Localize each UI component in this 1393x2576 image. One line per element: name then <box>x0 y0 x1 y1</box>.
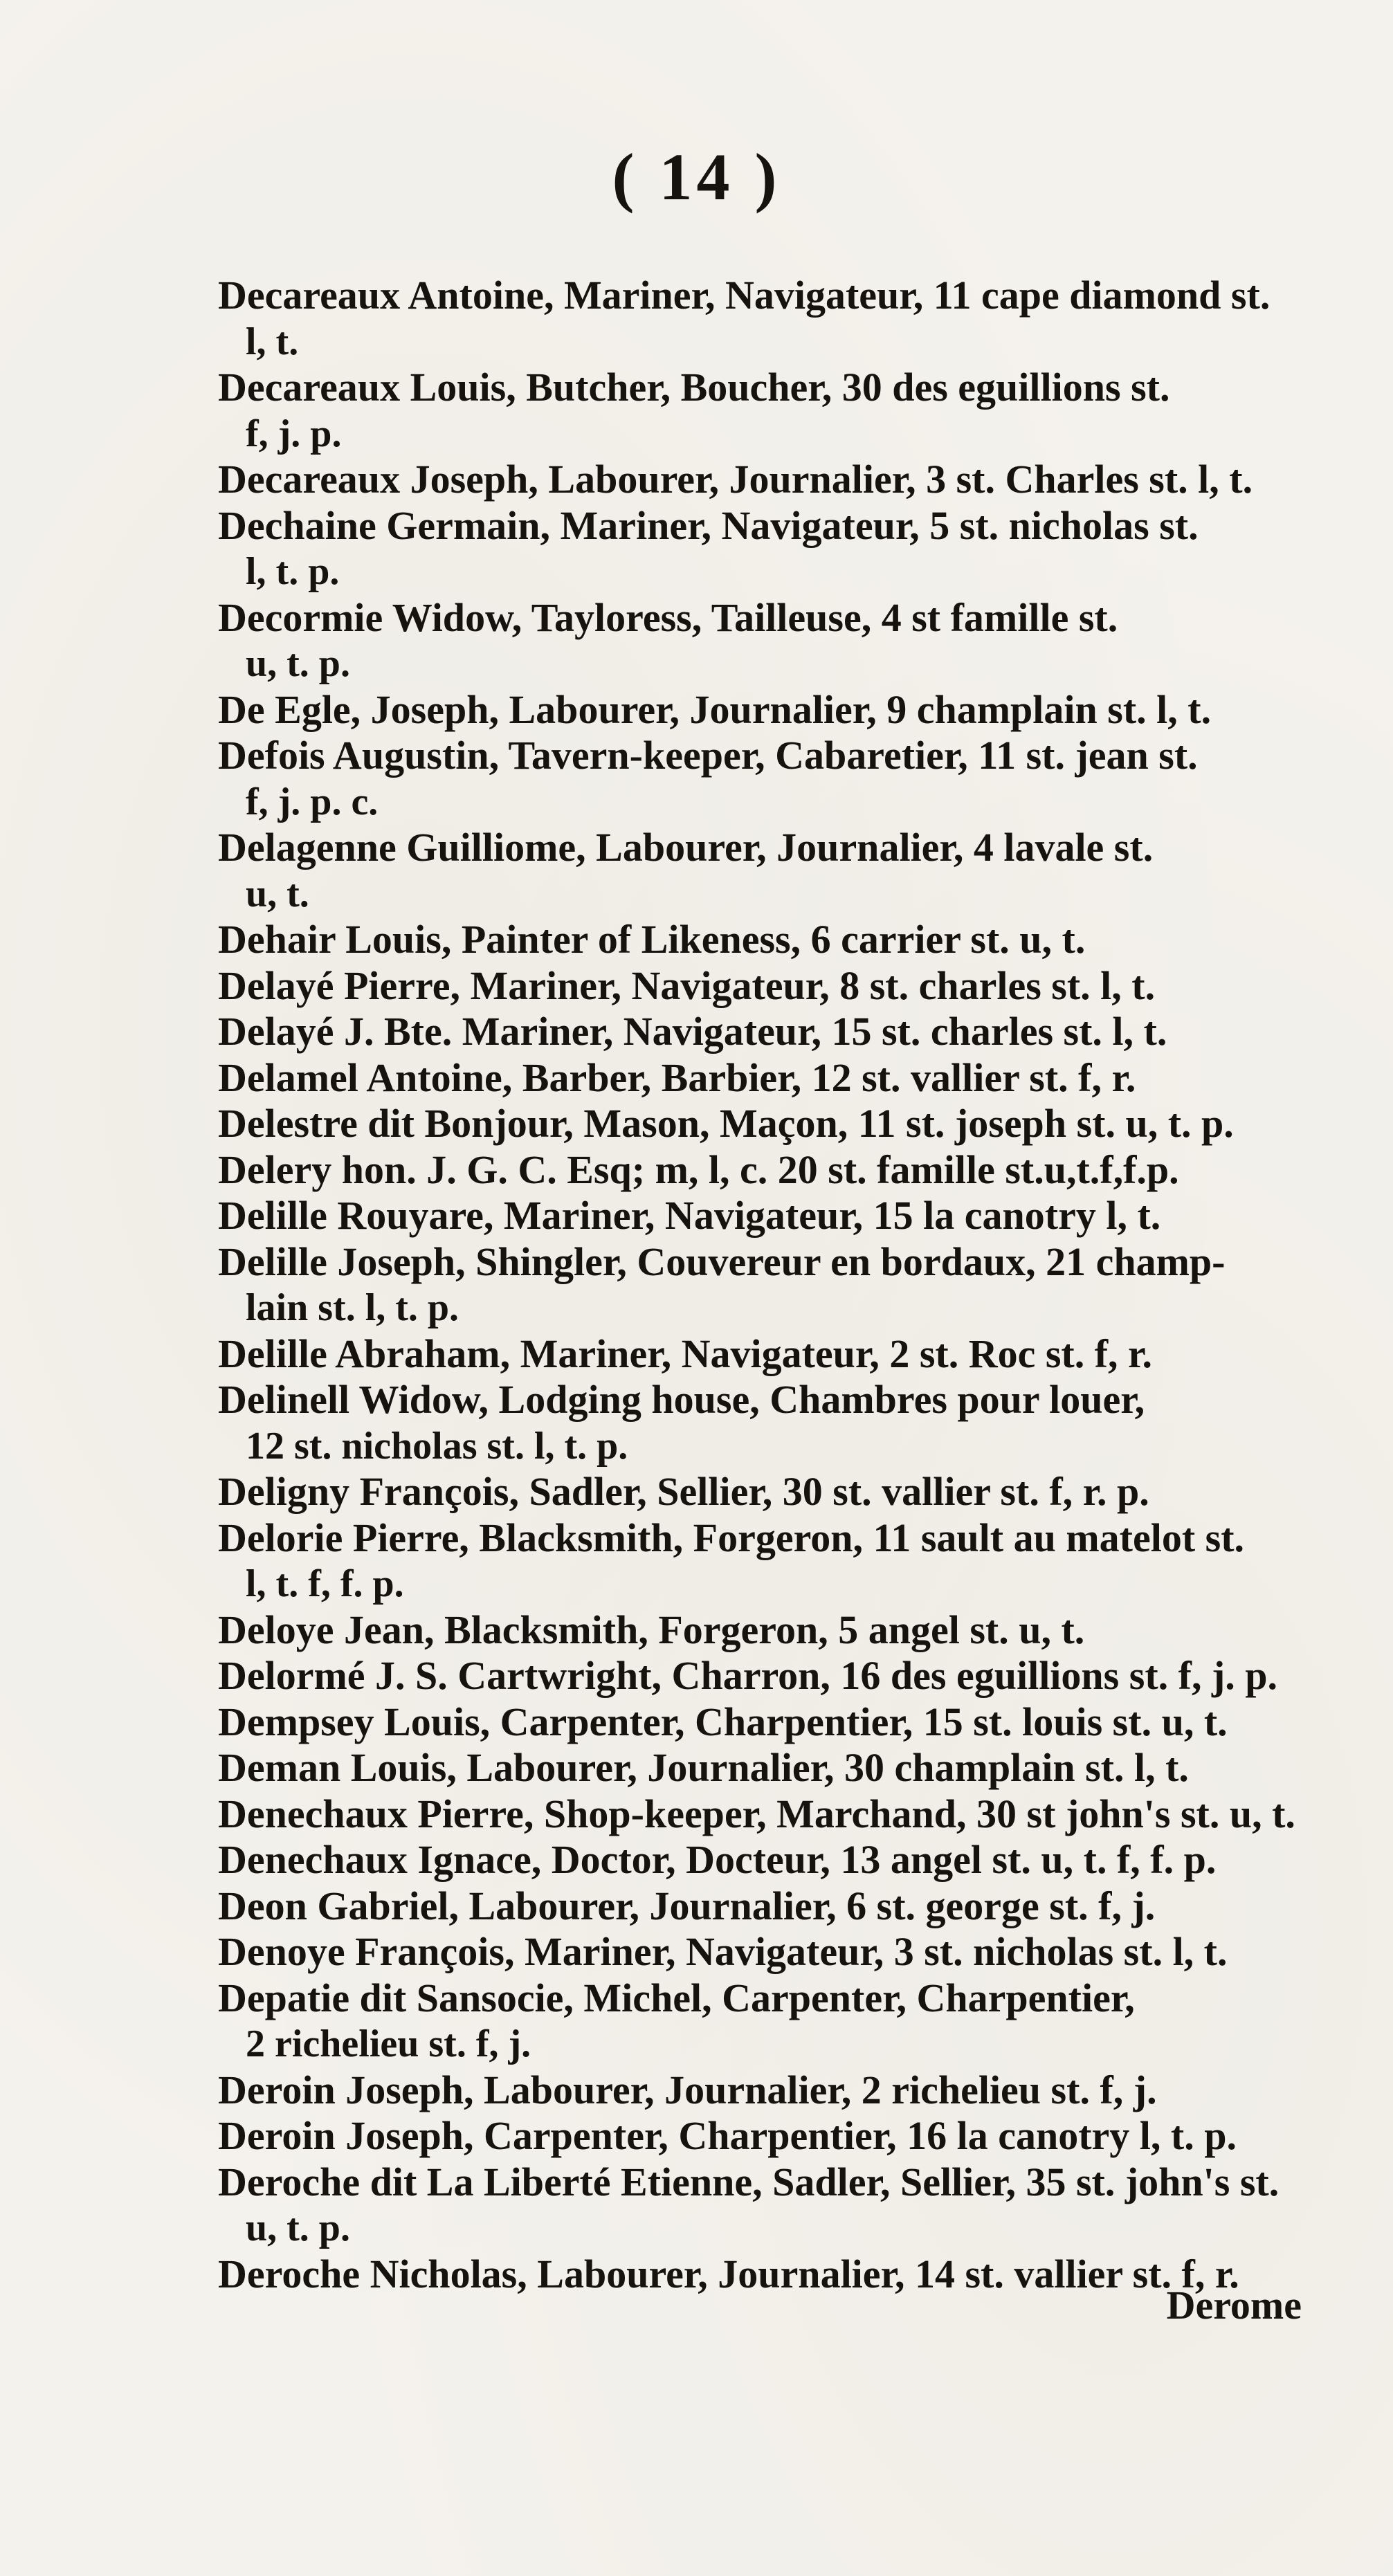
directory-entry: Deroche dit La Liberté Etienne, Sadler, Sellier, 35 st. john's st. <box>218 2159 1280 2204</box>
directory-entry: Deroin Joseph, Carpenter, Charpentier, 16 la canotry l, t. p. <box>218 2113 1237 2158</box>
directory-entry: Denoye François, Mariner, Navigateur, 3 st. nicholas st. l, t. <box>218 1929 1228 1974</box>
directory-entry: Denechaux Pierre, Shop-keeper, Marchand, 30 st john's st. u, t. <box>218 1791 1295 1836</box>
directory-entry: Decareaux Antoine, Mariner, Navigateur, 11 cape diamond st. <box>218 273 1271 318</box>
directory-entry: Depatie dit Sansocie, Michel, Carpenter, Charpentier, <box>218 1975 1135 2020</box>
entry-continuation-line: f, j. p. c. <box>246 780 379 823</box>
page-number: ( 14 ) <box>612 140 781 214</box>
catchword: Derome <box>1166 2283 1302 2328</box>
entry-continuation-line: 2 richelieu st. f, j. <box>246 2022 531 2065</box>
entry-continuation-line: u, t. p. <box>246 642 350 685</box>
directory-entry: De Egle, Joseph, Labourer, Journalier, 9 champlain st. l, t. <box>218 686 1212 732</box>
entry-continuation-line: l, t. <box>246 320 299 363</box>
directory-entry: Delery hon. J. G. C. Esq; m, l, c. 20 st. famille st.u,t.f,f.p. <box>218 1147 1179 1192</box>
entry-continuation-line: u, t. <box>246 872 309 915</box>
entry-continuation-line: l, t. p. <box>246 550 340 593</box>
directory-entry: Dehair Louis, Painter of Likeness, 6 carrier st. u, t. <box>218 917 1086 962</box>
entry-continuation-line: l, t. f, f. p. <box>246 1562 404 1605</box>
directory-entry: Deligny François, Sadler, Sellier, 30 st. vallier st. f, r. p. <box>218 1469 1149 1514</box>
directory-entry: Delorie Pierre, Blacksmith, Forgeron, 11 sault au matelot st. <box>218 1515 1245 1560</box>
directory-entry: Delestre dit Bonjour, Mason, Maçon, 11 st. joseph st. u, t. p. <box>218 1101 1234 1146</box>
directory-entry: Decormie Widow, Tayloress, Tailleuse, 4 st famille st. <box>218 594 1118 640</box>
directory-entry: Delinell Widow, Lodging house, Chambres pour louer, <box>218 1377 1145 1422</box>
directory-entry: Decareaux Louis, Butcher, Boucher, 30 des eguillions st. <box>218 365 1170 410</box>
directory-entry: Delagenne Guilliome, Labourer, Journalier, 4 lavale st. <box>218 825 1154 870</box>
entry-continuation-line: lain st. l, t. p. <box>246 1286 459 1329</box>
directory-entry: Delille Rouyare, Mariner, Navigateur, 15 la canotry l, t. <box>218 1193 1161 1238</box>
directory-entry: Deon Gabriel, Labourer, Journalier, 6 st. george st. f, j. <box>218 1883 1156 1928</box>
directory-entry: Defois Augustin, Tavern-keeper, Cabaretier, 11 st. jean st. <box>218 733 1198 778</box>
directory-entry: Delille Abraham, Mariner, Navigateur, 2 st. Roc st. f, r. <box>218 1331 1152 1376</box>
directory-entry: Deloye Jean, Blacksmith, Forgeron, 5 angel st. u, t. <box>218 1607 1085 1652</box>
directory-entry: Delormé J. S. Cartwright, Charron, 16 des eguillions st. f, j. p. <box>218 1653 1278 1698</box>
entry-continuation-line: u, t. p. <box>246 2207 350 2249</box>
directory-entry: Decareaux Joseph, Labourer, Journalier, 3 st. Charles st. l, t. <box>218 457 1253 502</box>
directory-entry: Dempsey Louis, Carpenter, Charpentier, 15 st. louis st. u, t. <box>218 1699 1228 1744</box>
directory-entry: Delamel Antoine, Barber, Barbier, 12 st. vallier st. f, r. <box>218 1054 1136 1100</box>
entry-continuation-line: 12 st. nicholas st. l, t. p. <box>246 1424 628 1468</box>
directory-entry: Dechaine Germain, Mariner, Navigateur, 5 st. nicholas st. <box>218 502 1199 548</box>
directory-entry: Deroche Nicholas, Labourer, Journalier, 14 st. vallier st. f, r. <box>218 2251 1239 2296</box>
directory-entry: Denechaux Ignace, Doctor, Docteur, 13 angel st. u, t. f, f. p. <box>218 1837 1217 1882</box>
directory-entry: Deman Louis, Labourer, Journalier, 30 champlain st. l, t. <box>218 1745 1189 1790</box>
directory-entry: Delille Joseph, Shingler, Couvereur en bordaux, 21 champ- <box>218 1239 1226 1284</box>
directory-entry: Delayé J. Bte. Mariner, Navigateur, 15 st. charles st. l, t. <box>218 1009 1167 1054</box>
directory-entry: Delayé Pierre, Mariner, Navigateur, 8 st. charles st. l, t. <box>218 962 1156 1008</box>
entry-continuation-line: f, j. p. <box>246 412 342 455</box>
directory-entry: Deroin Joseph, Labourer, Journalier, 2 richelieu st. f, j. <box>218 2067 1157 2112</box>
